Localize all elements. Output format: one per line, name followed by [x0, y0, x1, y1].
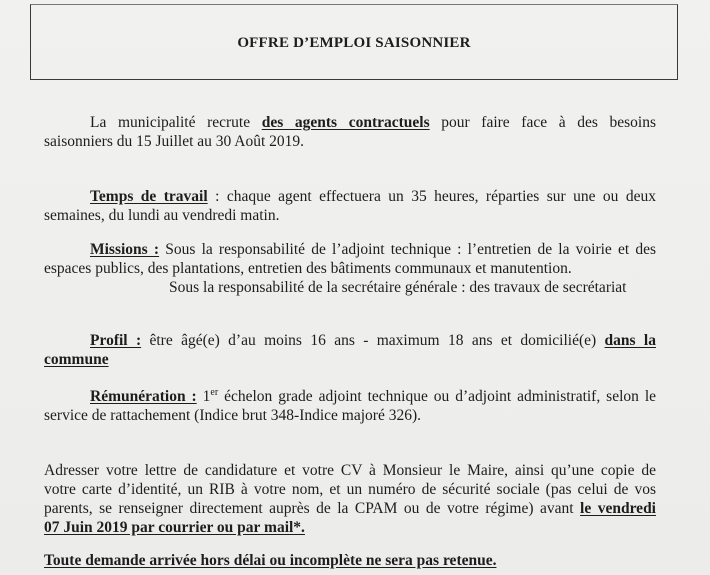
temps-line-1 [44, 187, 656, 206]
missions-paragraph [44, 240, 656, 297]
candidature-deadline-b: 07 Juin 2019 par courrier ou par mail*. [44, 519, 305, 536]
temps-text: : chaque agent effectuera un 35 heures, réparties sur une ou deux [207, 188, 657, 205]
footer-notice: Toute demande arrivée hors délai ou incomplète ne sera pas retenue. [44, 552, 497, 569]
missions-line-3: Sous la responsabilité de la secrétaire générale : des travaux de secrétariat [169, 279, 627, 296]
candidature-line-1: Adresser votre lettre de candidature et votre CV à Monsieur le Maire, ainsi qu’une copie de [44, 462, 656, 479]
missions-line-1 [44, 240, 656, 259]
page-title: OFFRE D’EMPLOI SAISONNIER [237, 35, 471, 51]
remuneration-line-2: service de rattachement (Indice brut 348-Indice majoré 326). [44, 407, 421, 424]
temps-label: Temps de travail [90, 188, 208, 205]
intro-text-b: pour faire face à des besoins [429, 114, 657, 131]
remuneration-label: Rémunération : [90, 388, 197, 405]
intro-paragraph [44, 113, 656, 151]
candidature-line-3 [44, 499, 656, 518]
remuneration-line-1 [44, 387, 656, 406]
temps-line-2: semaines, du lundi au vendredi matin. [44, 207, 280, 224]
intro-agents: des agents contractuels [261, 114, 430, 131]
profil-commune-a: dans la [604, 332, 656, 349]
candidature-text-3: parents, se renseigner directement auprès de la CPAM ou de votre régime) avant [44, 500, 581, 517]
intro-line-2: saisonniers du 15 Juillet au 30 Août 2019. [44, 133, 305, 150]
missions-text: Sous la responsabilité de l’adjoint technique : l’entretien de la voirie et des [159, 241, 657, 258]
profil-commune-b: commune [44, 351, 109, 368]
title-box [30, 4, 678, 80]
profil-line-1 [44, 331, 656, 350]
candidature-paragraph [44, 461, 656, 537]
missions-line-2: espaces publics, des plantations, entretien des bâtiments communaux et manutention. [44, 260, 572, 277]
profil-paragraph [44, 331, 656, 369]
intro-text-a: La municipalité recrute [90, 114, 262, 131]
temps-paragraph [44, 187, 656, 225]
candidature-line-2: votre carte d’identité, un RIB à votre nom, et un numéro de sécurité sociale (pas celui de vos [44, 481, 656, 498]
remuneration-paragraph [44, 387, 656, 425]
profil-text: être âgé(e) d’au moins 16 ans - maximum 18 ans et domicilié(e) [141, 332, 605, 349]
footer-paragraph [44, 551, 656, 570]
profil-label: Profil : [90, 332, 142, 349]
remuneration-text: échelon grade adjoint technique ou d’adjoint administratif, selon le [218, 388, 657, 405]
candidature-deadline-a: le vendredi [580, 500, 656, 517]
remuneration-num: 1 [196, 388, 211, 405]
missions-label: Missions : [90, 241, 160, 258]
intro-line-1 [44, 113, 656, 132]
remuneration-sup: er [210, 386, 219, 398]
